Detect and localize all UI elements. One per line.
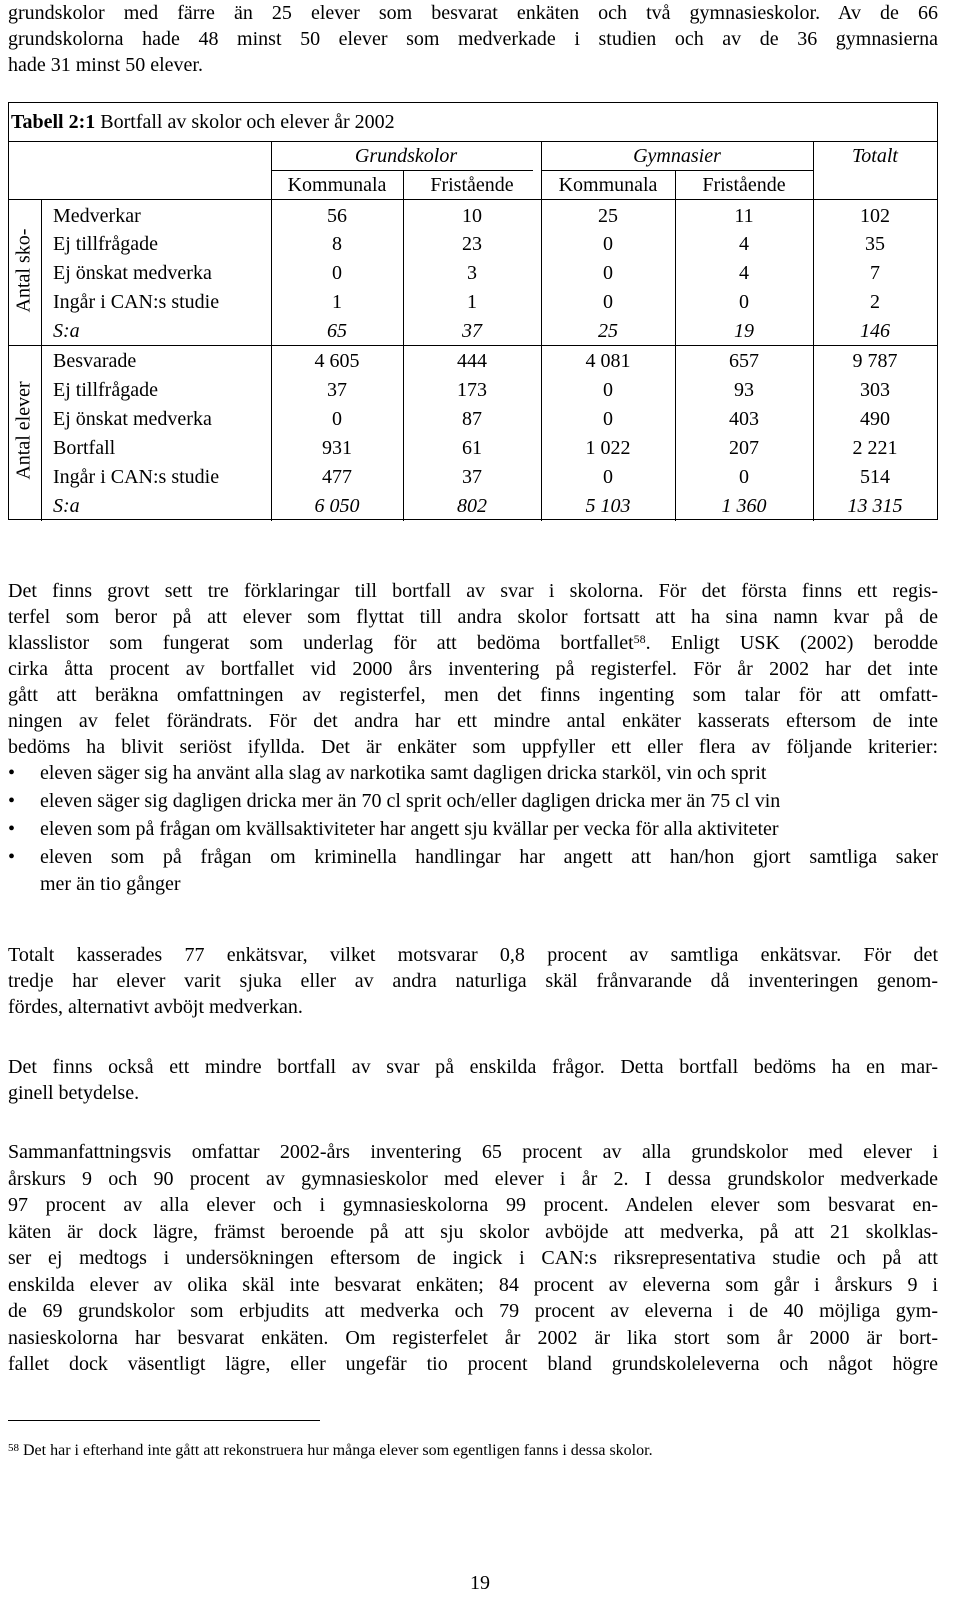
- table-cell: 0: [332, 408, 342, 430]
- text-segment: . Enligt USK (2002) berodde: [645, 632, 938, 654]
- subheader-kommunala: Kommunala: [287, 174, 387, 196]
- page-number: 19: [470, 1572, 490, 1594]
- row-label: Bortfall: [53, 437, 116, 459]
- row-label: Ej önskat medverka: [53, 262, 212, 284]
- row-label: Ingår i CAN:s studie: [53, 466, 220, 488]
- paragraph-discarded: [8, 942, 938, 1020]
- table-title: [11, 111, 395, 134]
- table-cell: 102: [860, 205, 890, 227]
- row-label: Ej önskat medverka: [53, 408, 212, 430]
- table-cell: 2: [870, 291, 880, 313]
- text-line: Totalt kasserades 77 enkätsvar, vilket motsvarar 0,8 procent av samtliga enkätsvar. För det: [8, 944, 938, 966]
- text-line: grundskolorna hade 48 minst 50 elever som medverkade i studien och av de 36 gymnasierna: [8, 28, 938, 50]
- list-item: [8, 816, 938, 843]
- table-cell: 0: [739, 291, 749, 313]
- table-cell: 19: [734, 320, 754, 342]
- footnote: [8, 1440, 653, 1462]
- text-line: käten är dock lägre, främst beroende på att sju skolor avböjde att medverka, på att 21 skolklas-: [8, 1220, 938, 1243]
- table-title-text: Bortfall av skolor och elever år 2002: [95, 111, 395, 133]
- table-cell: 490: [860, 408, 890, 430]
- text-line: hade 31 minst 50 elever.: [8, 54, 203, 76]
- dropout-table: [8, 102, 938, 520]
- table-cell: 173: [457, 379, 487, 401]
- table-cell: 0: [603, 408, 613, 430]
- list-item-text: eleven som på frågan om kvällsaktiviteter har angett sju kvällar per vecka för alla aktiviteter: [40, 818, 779, 840]
- table-cell: 11: [734, 205, 754, 227]
- side-label-pupils: Antal elever: [12, 381, 35, 480]
- table-rule: [9, 199, 937, 200]
- subheader-kommunala: Kommunala: [558, 174, 658, 196]
- row-label-total: S:a: [53, 495, 80, 517]
- table-cell: 10: [462, 205, 482, 227]
- table-cell: 93: [734, 379, 754, 401]
- list-item-text: mer än tio gånger: [40, 873, 181, 895]
- table-cell: 6 050: [314, 495, 360, 517]
- footnote-ref: 58: [633, 632, 646, 646]
- table-cell: 1: [332, 291, 342, 313]
- text-line: gått att beräkna omfattningen av registerfel, men det finns ingenting som talar för att omfatt-: [8, 684, 938, 706]
- bullet-icon: •: [8, 762, 16, 784]
- list-item: [8, 844, 938, 898]
- table-cell: 0: [739, 466, 749, 488]
- text-line: bedöms ha blivit seriöst ifyllda. Det är enkäter som uppfyller ett eller flera av följande kriterier:: [8, 736, 938, 758]
- header-totalt: Totalt: [852, 145, 898, 167]
- list-item: [8, 788, 938, 815]
- table-cell: 4 081: [585, 350, 631, 372]
- table-cell: 37: [462, 466, 482, 488]
- table-cell: 3: [467, 262, 477, 284]
- footnote-number: 58: [8, 1442, 19, 1454]
- table-cell: 4: [739, 262, 749, 284]
- criteria-list: [8, 760, 938, 898]
- bullet-icon: •: [8, 790, 16, 812]
- table-cell: 2 221: [852, 437, 898, 459]
- subheader-fristaende: Fristående: [702, 174, 786, 196]
- table-cell: 1: [467, 291, 477, 313]
- table-cell: 37: [327, 379, 347, 401]
- text-line: enskilda elever av olika skäl inte besvarat enkäten; 84 procent av eleverna som går i årskurs 9 i: [8, 1273, 938, 1296]
- row-label: Medverkar: [53, 205, 141, 227]
- header-gymnasier: Gymnasier: [633, 145, 721, 167]
- table-cell: 4 605: [314, 350, 360, 372]
- table-cell: 61: [462, 437, 482, 459]
- table-cell: 444: [457, 350, 487, 372]
- text-line: ningen av felet förändrats. För det andra har ett mindre antal enkäter kasserats eftersom de inte: [8, 710, 938, 732]
- row-label: Ej tillfrågade: [53, 379, 158, 401]
- bullet-icon: •: [8, 818, 16, 840]
- table-cell: 1 360: [721, 495, 767, 517]
- text-line: terfel som beror på att elever som flyttat till andra skolor fortsatt att ha sina namn kvar på de: [8, 606, 938, 628]
- list-item-text: eleven som på frågan om kriminella handlingar har angett att han/hon gjort samtliga saker: [40, 846, 938, 868]
- table-cell: 802: [457, 495, 487, 517]
- text-line: Det finns grovt sett tre förklaringar till bortfall av svar i skolorna. För det första finns ett regis-: [8, 580, 938, 602]
- text-line: ser ej medtogs i undersökningen eftersom de ingick i CAN:s riksrepresentativa studie och på att: [8, 1247, 938, 1269]
- text-line: tredje har elever varit sjuka eller av andra naturliga skäl frånvarande då inventeringen genom-: [8, 970, 938, 992]
- text-line: Sammanfattningsvis omfattar 2002-års inventering 65 procent av alla grundskolor med elever i: [8, 1141, 938, 1163]
- list-item-text: eleven säger sig dagligen dricka mer än 70 cl sprit och/eller dagligen dricka mer än 75 cl vin: [40, 790, 781, 812]
- bullet-icon: •: [8, 846, 16, 868]
- row-label: Ingår i CAN:s studie: [53, 291, 220, 313]
- paragraph-item-dropout: [8, 1054, 938, 1106]
- text-line: Det finns också ett mindre bortfall av svar på enskilda frågor. Detta bortfall bedöms ha en mar-: [8, 1056, 938, 1078]
- table-rule: [541, 170, 813, 171]
- intro-paragraph: [8, 0, 938, 78]
- text-line: cirka åtta procent av bortfallet vid 2000 års inventering på registerfel. För år 2002 har det inte: [8, 658, 938, 680]
- header-grundskolor: Grundskolor: [354, 145, 458, 167]
- table-cell: 25: [598, 320, 618, 342]
- table-cell: 25: [598, 205, 618, 227]
- row-label: Ej tillfrågade: [53, 233, 158, 255]
- table-rule: [41, 199, 42, 521]
- table-cell: 35: [865, 233, 885, 255]
- row-label: Besvarade: [53, 350, 137, 372]
- footnote-separator: [8, 1420, 320, 1421]
- text-line: ginell betydelse.: [8, 1082, 140, 1104]
- table-rule: [9, 345, 937, 346]
- table-cell: 931: [322, 437, 352, 459]
- table-cell: 65: [327, 320, 347, 342]
- table-cell: 657: [729, 350, 759, 372]
- text-line: nasieskolorna har besvarat enkäten. Om registerfelet år 2002 är lika stort som år 2000 är bort-: [8, 1326, 938, 1349]
- table-cell: 0: [603, 233, 613, 255]
- table-rule: [9, 141, 937, 142]
- table-cell: 477: [322, 466, 352, 488]
- table-cell: 0: [603, 262, 613, 284]
- table-cell: 37: [462, 320, 482, 342]
- table-rule: [271, 170, 533, 171]
- subheader-fristaende: Fristående: [430, 174, 514, 196]
- table-cell: 56: [327, 205, 347, 227]
- table-cell: 5 103: [585, 495, 631, 517]
- side-label-schools: Antal sko-: [12, 228, 35, 313]
- table-cell: 8: [332, 233, 342, 255]
- table-cell: 303: [860, 379, 890, 401]
- table-cell: 7: [870, 262, 880, 284]
- table-cell: 0: [332, 262, 342, 284]
- table-cell: 207: [729, 437, 759, 459]
- table-cell: 0: [603, 466, 613, 488]
- list-item-text: eleven säger sig ha använt alla slag av narkotika samt dagligen dricka starköl, vin och sprit: [40, 762, 767, 784]
- table-cell: 9 787: [852, 350, 898, 372]
- row-label-total: S:a: [53, 320, 80, 342]
- text-line: [8, 630, 938, 656]
- table-cell: 87: [462, 408, 482, 430]
- table-cell: 1 022: [585, 437, 631, 459]
- footnote-text: Det har i efterhand inte gått att rekonstruera hur många elever som egentligen fanns i dessa skolor.: [19, 1442, 653, 1459]
- paragraph-summary: [8, 1139, 938, 1378]
- text-line: 97 procent av alla elever och i gymnasieskolorna 99 procent. Andelen elever som besvarat en-: [8, 1194, 938, 1216]
- table-cell: 23: [462, 233, 482, 255]
- text-line: fördes, alternativt avböjt medverkan.: [8, 996, 303, 1018]
- text-line: de 69 grundskolor som erbjudits att medverka och 79 procent av eleverna i de 40 möjliga gym-: [8, 1300, 938, 1322]
- table-cell: 0: [603, 379, 613, 401]
- table-cell: 146: [860, 320, 890, 342]
- table-cell: 0: [603, 291, 613, 313]
- text-segment: klasslistor som fungerat som underlag för att bedöma bortfallet: [8, 632, 634, 654]
- table-cell: 403: [729, 408, 759, 430]
- table-cell: 4: [739, 233, 749, 255]
- text-line: fallet dock väsentligt lägre, eller ungefär tio procent bland grundskoleleverna och något högre: [8, 1353, 938, 1375]
- paragraph-dropout-explanations: [8, 578, 938, 760]
- table-cell: 514: [860, 466, 890, 488]
- list-item: [8, 760, 938, 787]
- table-title-number: Tabell 2:1: [11, 111, 96, 133]
- text-line: årskurs 9 och 90 procent av gymnasieskolor med elever i år 2. I dessa grundskolor medverkade: [8, 1167, 938, 1190]
- text-line: grundskolor med färre än 25 elever som besvarat enkäten och två gymnasieskolor. Av de 66: [8, 2, 938, 24]
- table-cell: 13 315: [847, 495, 903, 517]
